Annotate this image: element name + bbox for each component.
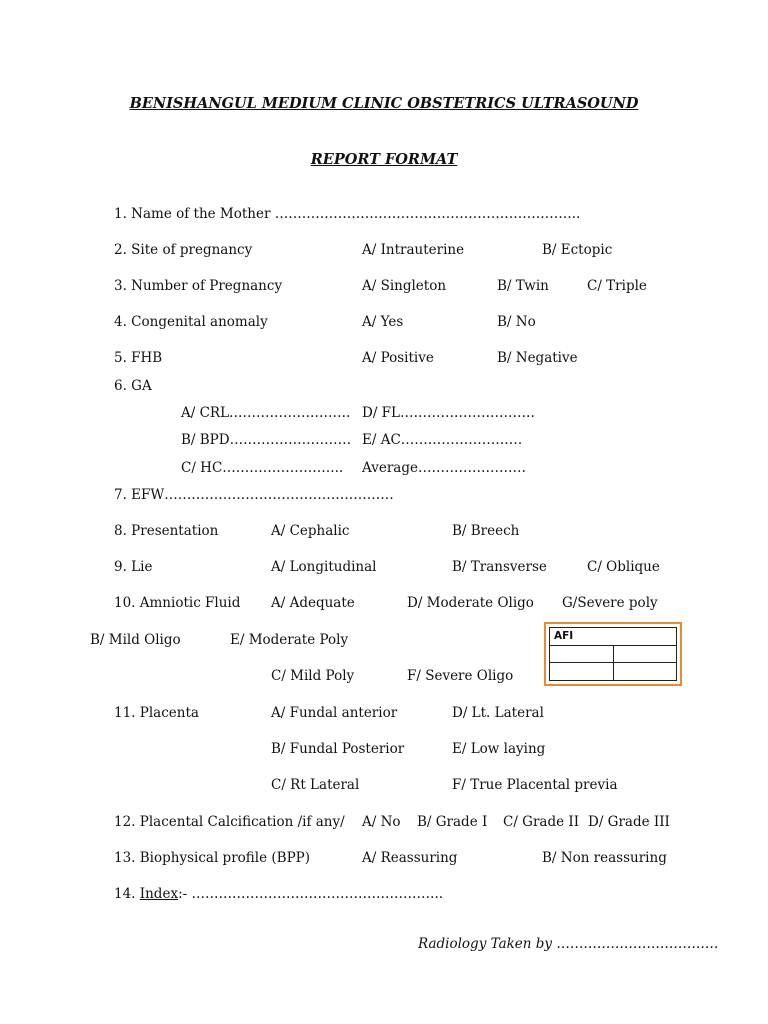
- item-number-label: 3. Number of Pregnancy: [114, 278, 283, 294]
- option-rt-lateral: C/ Rt Lateral: [271, 777, 360, 793]
- option-transverse: B/ Transverse: [452, 559, 547, 575]
- option-moderate-poly: E/ Moderate Poly: [230, 632, 349, 648]
- ga-hc: C/ HC……………………...: [181, 460, 344, 476]
- item-efw: 7. EFW……………………………………………: [114, 487, 394, 503]
- option-grade-2: C/ Grade II: [503, 814, 580, 830]
- ga-ac: E/ AC………………………: [362, 432, 523, 448]
- index-dots: :- ………………………………………………..: [178, 886, 444, 902]
- ga-bpd: B/ BPD………………………: [181, 432, 352, 448]
- item-amniotic-label: 10. Amniotic Fluid: [114, 595, 241, 611]
- option-fundal-anterior: A/ Fundal anterior: [271, 705, 398, 721]
- item-lie-label: 9. Lie: [114, 559, 153, 575]
- item-index: [114, 886, 443, 902]
- item-fhb-label: 5. FHB: [114, 350, 163, 366]
- item-placenta-label: 11. Placenta: [114, 705, 199, 721]
- afi-cell[interactable]: [613, 645, 677, 663]
- index-label: Index: [139, 886, 179, 902]
- afi-cell[interactable]: [550, 645, 614, 663]
- afi-cell[interactable]: [613, 663, 677, 681]
- option-oblique: C/ Oblique: [587, 559, 660, 575]
- afi-table: [549, 627, 677, 681]
- afi-header: AFI: [550, 628, 677, 646]
- afi-table-frame: [544, 622, 682, 686]
- index-number: 14.: [114, 886, 136, 902]
- option-longitudinal: A/ Longitudinal: [271, 559, 377, 575]
- option-adequate: A/ Adequate: [271, 595, 355, 611]
- ga-fl: D/ FL…………………………: [362, 405, 535, 421]
- option-anomaly-yes: A/ Yes: [362, 314, 404, 330]
- option-lt-lateral: D/ Lt. Lateral: [452, 705, 544, 721]
- option-severe-oligo: F/ Severe Oligo: [407, 668, 514, 684]
- option-fundal-posterior: B/ Fundal Posterior: [271, 741, 405, 757]
- afi-cell[interactable]: [550, 663, 614, 681]
- item-site-label: 2. Site of pregnancy: [114, 242, 253, 258]
- option-low-laying: E/ Low laying: [452, 741, 546, 757]
- option-placental-previa: F/ True Placental previa: [452, 777, 618, 793]
- option-calc-no: A/ No: [362, 814, 401, 830]
- item-presentation-label: 8. Presentation: [114, 523, 219, 539]
- item-calcification-label: 12. Placental Calcification /if any/: [114, 814, 345, 830]
- item-anomaly-label: 4. Congenital anomaly: [114, 314, 268, 330]
- radiology-signature: Radiology Taken by ………………………………: [418, 936, 719, 952]
- item-bpp-label: 13. Biophysical profile (BPP): [114, 850, 311, 866]
- document-title: BENISHANGUL MEDIUM CLINIC OBSTETRICS ULTRASOUND: [129, 95, 639, 112]
- option-anomaly-no: B/ No: [497, 314, 536, 330]
- option-moderate-oligo: D/ Moderate Oligo: [407, 595, 534, 611]
- document-subtitle: REPORT FORMAT: [310, 151, 458, 168]
- option-grade-1: B/ Grade I: [417, 814, 488, 830]
- option-mild-oligo: B/ Mild Oligo: [90, 632, 181, 648]
- ga-crl: A/ CRL………………………: [181, 405, 351, 421]
- item-mother-name: 1. Name of the Mother …………………………………………………………..: [114, 206, 581, 222]
- option-fhb-positive: A/ Positive: [362, 350, 434, 366]
- option-reassuring: A/ Reassuring: [362, 850, 458, 866]
- ga-average: Average……………………: [362, 460, 526, 476]
- option-severe-poly: G/Severe poly: [562, 595, 658, 611]
- option-grade-3: D/ Grade III: [588, 814, 670, 830]
- option-cephalic: A/ Cephalic: [271, 523, 350, 539]
- option-triple: C/ Triple: [587, 278, 647, 294]
- option-fhb-negative: B/ Negative: [497, 350, 578, 366]
- option-ectopic: B/ Ectopic: [542, 242, 613, 258]
- item-ga-label: 6. GA: [114, 378, 152, 394]
- option-intrauterine: A/ Intrauterine: [362, 242, 465, 258]
- option-mild-poly: C/ Mild Poly: [271, 668, 355, 684]
- option-singleton: A/ Singleton: [362, 278, 447, 294]
- option-twin: B/ Twin: [497, 278, 549, 294]
- option-non-reassuring: B/ Non reassuring: [542, 850, 667, 866]
- option-breech: B/ Breech: [452, 523, 520, 539]
